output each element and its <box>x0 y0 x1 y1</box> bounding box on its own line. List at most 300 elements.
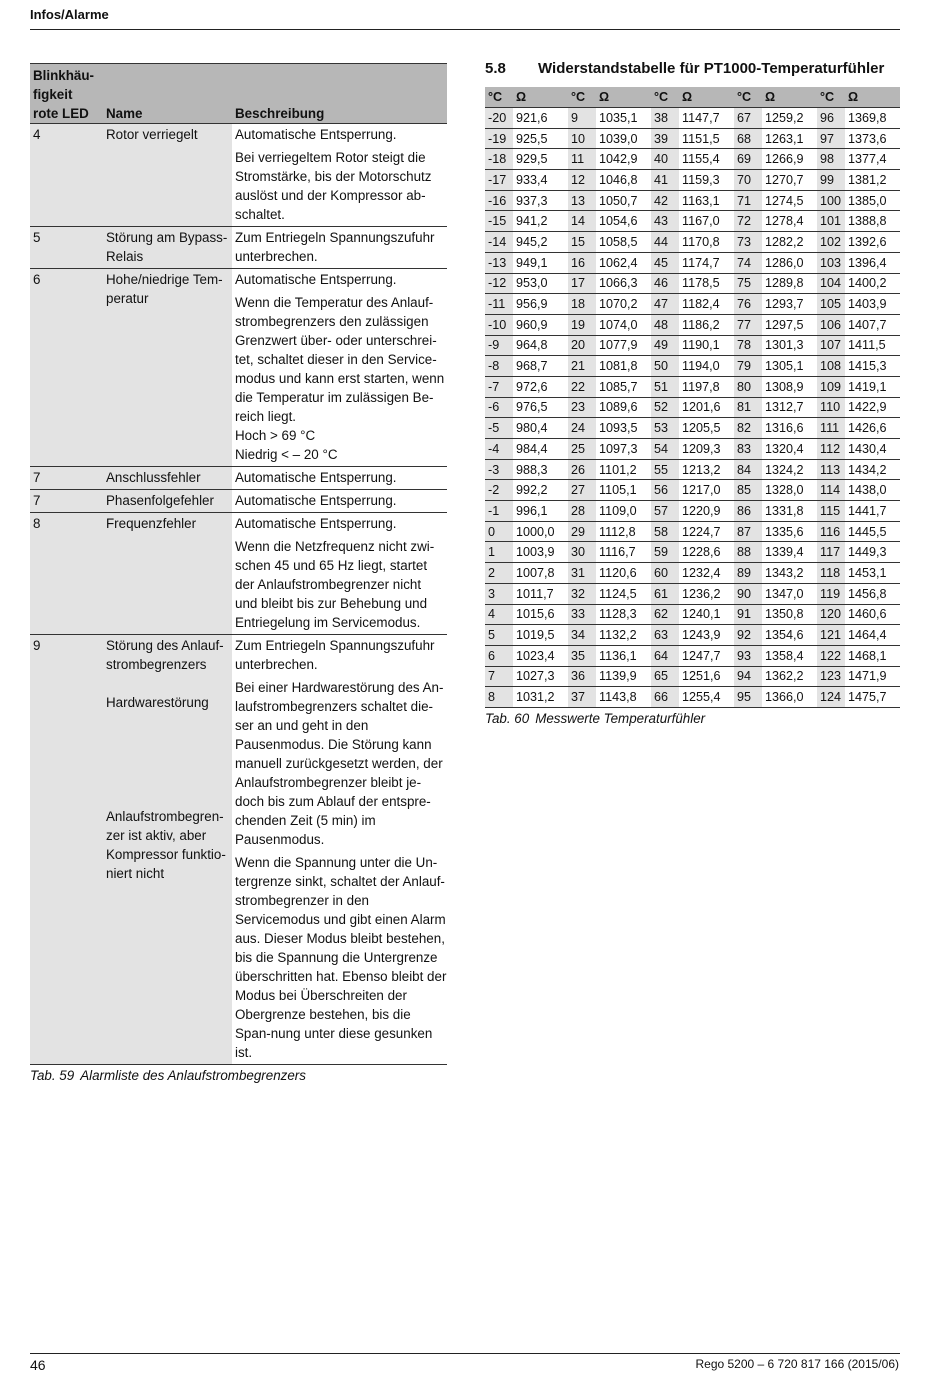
resistance-cell: 1139,9 <box>596 666 651 687</box>
resistance-cell: 1035,1 <box>596 108 651 129</box>
resistance-cell: 1190,1 <box>679 335 734 356</box>
temperature-cell: 13 <box>568 190 596 211</box>
blink-count: 5 <box>30 227 103 269</box>
alarm-description <box>232 269 447 467</box>
temperature-cell: 78 <box>734 335 762 356</box>
temperature-cell: 98 <box>817 149 845 170</box>
temperature-cell: 18 <box>568 294 596 315</box>
blink-count: 7 <box>30 467 103 490</box>
temperature-cell: 74 <box>734 252 762 273</box>
resistance-cell: 1147,7 <box>679 108 734 129</box>
resistance-cell: 1411,5 <box>845 335 900 356</box>
table-row <box>485 542 900 563</box>
resistance-cell: 1354,6 <box>762 625 817 646</box>
resistance-cell: 1224,7 <box>679 521 734 542</box>
temperature-cell: -4 <box>485 439 513 460</box>
temperature-cell: 92 <box>734 625 762 646</box>
resistance-cell: 1093,5 <box>596 418 651 439</box>
resistance-table <box>485 87 900 708</box>
temperature-cell: 25 <box>568 439 596 460</box>
temperature-cell: 65 <box>651 666 679 687</box>
temperature-cell: 52 <box>651 397 679 418</box>
temperature-cell: 46 <box>651 273 679 294</box>
resistance-cell: 1286,0 <box>762 252 817 273</box>
resistance-cell: 1396,4 <box>845 252 900 273</box>
table-row <box>485 170 900 191</box>
blink-count: 8 <box>30 513 103 635</box>
blink-count: 6 <box>30 269 103 467</box>
resistance-cell: 1042,9 <box>596 149 651 170</box>
temperature-cell: 63 <box>651 625 679 646</box>
resistance-cell: 1077,9 <box>596 335 651 356</box>
resistance-cell: 1151,5 <box>679 128 734 149</box>
header-divider <box>30 29 900 30</box>
col-header-temperature: °C <box>485 87 513 108</box>
resistance-cell: 1415,3 <box>845 356 900 377</box>
resistance-cell: 1109,0 <box>596 501 651 522</box>
table-row <box>485 232 900 253</box>
temperature-cell: -16 <box>485 190 513 211</box>
resistance-cell: 1274,5 <box>762 190 817 211</box>
alarm-row <box>30 269 447 467</box>
temperature-cell: 105 <box>817 294 845 315</box>
temperature-cell: 107 <box>817 335 845 356</box>
resistance-cell: 1085,7 <box>596 376 651 397</box>
resistance-cell: 972,6 <box>513 376 568 397</box>
temperature-cell: 26 <box>568 459 596 480</box>
resistance-cell: 1015,6 <box>513 604 568 625</box>
resistance-cell: 1170,8 <box>679 232 734 253</box>
resistance-cell: 941,2 <box>513 211 568 232</box>
resistance-cell: 1305,1 <box>762 356 817 377</box>
alarm-name: Störung des Anlauf-strombegrenzers Hardwarestörung Anlaufstrombegren-zer ist aktiv, aber Kompressor funktio-niert nicht <box>103 635 232 1065</box>
temperature-cell: 60 <box>651 563 679 584</box>
resistance-cell: 1174,7 <box>679 252 734 273</box>
resistance-cell: 1247,7 <box>679 645 734 666</box>
temperature-cell: 61 <box>651 583 679 604</box>
temperature-cell: 40 <box>651 149 679 170</box>
temperature-cell: 30 <box>568 542 596 563</box>
temperature-cell: 41 <box>651 170 679 191</box>
resistance-cell: 1167,0 <box>679 211 734 232</box>
temperature-cell: 39 <box>651 128 679 149</box>
temperature-cell: 20 <box>568 335 596 356</box>
resistance-cell: 1155,4 <box>679 149 734 170</box>
description-paragraph: Wenn die Netzfrequenz nicht zwi-schen 45 und 65 Hz liegt, startet der Anlaufstrombegrenzer nicht und bleibt bis zur Behebung und Entriegelung im Servicemodus. <box>235 539 435 630</box>
col-header-resistance: Ω <box>762 87 817 108</box>
resistance-cell: 1128,3 <box>596 604 651 625</box>
resistance-cell: 1217,0 <box>679 480 734 501</box>
resistance-cell: 1419,1 <box>845 376 900 397</box>
resistance-cell: 1112,8 <box>596 521 651 542</box>
temperature-cell: 69 <box>734 149 762 170</box>
resistance-cell: 1201,6 <box>679 397 734 418</box>
description-paragraph: Automatische Entsperrung. <box>235 127 397 142</box>
resistance-cell: 1058,5 <box>596 232 651 253</box>
resistance-cell: 1369,8 <box>845 108 900 129</box>
temperature-cell: -17 <box>485 170 513 191</box>
temperature-cell: 58 <box>651 521 679 542</box>
col-header-name: Name <box>103 64 232 124</box>
alarm-description <box>232 227 447 269</box>
resistance-cell: 945,2 <box>513 232 568 253</box>
temperature-cell: 53 <box>651 418 679 439</box>
temperature-cell: 99 <box>817 170 845 191</box>
resistance-cell: 1062,4 <box>596 252 651 273</box>
table-row <box>485 397 900 418</box>
page-number: 46 <box>30 1357 46 1373</box>
temperature-cell: 89 <box>734 563 762 584</box>
resistance-cell: 1213,2 <box>679 459 734 480</box>
col-header-temperature: °C <box>817 87 845 108</box>
resistance-cell: 1471,9 <box>845 666 900 687</box>
resistance-cell: 1259,2 <box>762 108 817 129</box>
footer-divider <box>30 1353 900 1354</box>
temperature-cell: 14 <box>568 211 596 232</box>
table-row <box>485 439 900 460</box>
resistance-cell: 1027,3 <box>513 666 568 687</box>
table-row <box>485 335 900 356</box>
resistance-cell: 1373,6 <box>845 128 900 149</box>
temperature-cell: 106 <box>817 314 845 335</box>
resistance-cell: 1335,6 <box>762 521 817 542</box>
resistance-cell: 1339,4 <box>762 542 817 563</box>
temperature-cell: 47 <box>651 294 679 315</box>
resistance-cell: 1362,2 <box>762 666 817 687</box>
temperature-cell: -7 <box>485 376 513 397</box>
resistance-cell: 980,4 <box>513 418 568 439</box>
description-paragraph: Bei verriegeltem Rotor steigt die Stromstärke, bis der Motorschutz auslöst und der Kompressor ab-schaltet. <box>235 150 432 222</box>
temperature-cell: 70 <box>734 170 762 191</box>
resistance-cell: 1046,8 <box>596 170 651 191</box>
resistance-cell: 1243,9 <box>679 625 734 646</box>
temperature-cell: 97 <box>817 128 845 149</box>
temperature-cell: 12 <box>568 170 596 191</box>
temperature-cell: -18 <box>485 149 513 170</box>
caption-number: Tab. 60 <box>485 711 530 726</box>
resistance-cell: 1301,3 <box>762 335 817 356</box>
temperature-cell: 28 <box>568 501 596 522</box>
resistance-cell: 1263,1 <box>762 128 817 149</box>
resistance-cell: 1232,4 <box>679 563 734 584</box>
col-header-blink-frequency: Blinkhäu- figkeit rote LED <box>30 64 103 124</box>
temperature-cell: 100 <box>817 190 845 211</box>
temperature-cell: -14 <box>485 232 513 253</box>
resistance-cell: 1289,8 <box>762 273 817 294</box>
resistance-cell: 1186,2 <box>679 314 734 335</box>
table-row <box>485 211 900 232</box>
temperature-cell: 33 <box>568 604 596 625</box>
temperature-cell: 102 <box>817 232 845 253</box>
resistance-cell: 921,6 <box>513 108 568 129</box>
running-header: Infos/Alarme <box>30 7 109 22</box>
alarm-row <box>30 490 447 513</box>
table-59-caption <box>30 1068 306 1083</box>
temperature-cell: 112 <box>817 439 845 460</box>
temperature-cell: 62 <box>651 604 679 625</box>
table-row <box>485 501 900 522</box>
temperature-cell: 85 <box>734 480 762 501</box>
col-header-resistance: Ω <box>679 87 734 108</box>
temperature-cell: 44 <box>651 232 679 253</box>
alarm-list-table <box>30 63 447 1065</box>
temperature-cell: -8 <box>485 356 513 377</box>
document-reference: Rego 5200 – 6 720 817 166 (2015/06) <box>695 1357 899 1371</box>
temperature-cell: -20 <box>485 108 513 129</box>
resistance-cell: 960,9 <box>513 314 568 335</box>
temperature-cell: 9 <box>568 108 596 129</box>
table-row <box>485 252 900 273</box>
resistance-cell: 1366,0 <box>762 687 817 708</box>
temperature-cell: 43 <box>651 211 679 232</box>
table-row <box>485 459 900 480</box>
caption-text: Alarmliste des Anlaufstrombegrenzers <box>80 1068 306 1083</box>
col-header-temperature: °C <box>734 87 762 108</box>
temperature-cell: 94 <box>734 666 762 687</box>
temperature-cell: 23 <box>568 397 596 418</box>
temperature-cell: -19 <box>485 128 513 149</box>
resistance-cell: 953,0 <box>513 273 568 294</box>
table-row <box>485 190 900 211</box>
description-paragraph: Zum Entriegeln Spannungszufuhr unterbrechen. <box>235 638 435 672</box>
resistance-cell: 1116,7 <box>596 542 651 563</box>
temperature-cell: 110 <box>817 397 845 418</box>
temperature-cell: 10 <box>568 128 596 149</box>
temperature-cell: 124 <box>817 687 845 708</box>
temperature-cell: 72 <box>734 211 762 232</box>
temperature-cell: 29 <box>568 521 596 542</box>
table-row <box>485 314 900 335</box>
temperature-cell: 82 <box>734 418 762 439</box>
table-row <box>485 149 900 170</box>
temperature-cell: 19 <box>568 314 596 335</box>
temperature-cell: 103 <box>817 252 845 273</box>
resistance-cell: 1266,9 <box>762 149 817 170</box>
description-paragraph: Bei einer Hardwarestörung des An-laufstrombegrenzers schaltet die-ser an und geht in den Pausenmodus. Die Störung kann manuell zurückgesetzt werden, der Anlaufstrombegrenzer bleibt je-doch bis zum Ablauf der entspre-chenden Zeit (5 min) im Pausenmodus. <box>235 680 444 847</box>
resistance-cell: 1251,6 <box>679 666 734 687</box>
resistance-cell: 925,5 <box>513 128 568 149</box>
resistance-cell: 1385,0 <box>845 190 900 211</box>
resistance-cell: 949,1 <box>513 252 568 273</box>
resistance-cell: 1358,4 <box>762 645 817 666</box>
resistance-cell: 1220,9 <box>679 501 734 522</box>
temperature-cell: 16 <box>568 252 596 273</box>
temperature-cell: 17 <box>568 273 596 294</box>
resistance-cell: 1475,7 <box>845 687 900 708</box>
temperature-cell: 7 <box>485 666 513 687</box>
resistance-cell: 1228,6 <box>679 542 734 563</box>
resistance-cell: 1456,8 <box>845 583 900 604</box>
resistance-cell: 1347,0 <box>762 583 817 604</box>
temperature-cell: 0 <box>485 521 513 542</box>
table-row <box>485 480 900 501</box>
temperature-cell: 116 <box>817 521 845 542</box>
temperature-cell: 108 <box>817 356 845 377</box>
temperature-cell: 67 <box>734 108 762 129</box>
alarm-row <box>30 467 447 490</box>
temperature-cell: -13 <box>485 252 513 273</box>
temperature-cell: 77 <box>734 314 762 335</box>
temperature-cell: 50 <box>651 356 679 377</box>
temperature-cell: 104 <box>817 273 845 294</box>
resistance-cell: 1255,4 <box>679 687 734 708</box>
temperature-cell: 8 <box>485 687 513 708</box>
resistance-cell: 1464,4 <box>845 625 900 646</box>
table-row <box>485 294 900 315</box>
section-title: Widerstandstabelle für PT1000-Temperaturfühler <box>538 60 885 77</box>
section-number: 5.8 <box>485 60 506 77</box>
resistance-cell: 929,5 <box>513 149 568 170</box>
temperature-cell: -11 <box>485 294 513 315</box>
temperature-cell: 121 <box>817 625 845 646</box>
resistance-cell: 1050,7 <box>596 190 651 211</box>
resistance-cell: 1074,0 <box>596 314 651 335</box>
temperature-cell: -2 <box>485 480 513 501</box>
table-row <box>485 583 900 604</box>
resistance-cell: 1097,3 <box>596 439 651 460</box>
table-row <box>485 376 900 397</box>
resistance-cell: 996,1 <box>513 501 568 522</box>
temperature-cell: 95 <box>734 687 762 708</box>
temperature-cell: -5 <box>485 418 513 439</box>
resistance-cell: 1430,4 <box>845 439 900 460</box>
temperature-cell: -15 <box>485 211 513 232</box>
temperature-cell: 51 <box>651 376 679 397</box>
resistance-cell: 1039,0 <box>596 128 651 149</box>
resistance-cell: 1163,1 <box>679 190 734 211</box>
temperature-cell: 93 <box>734 645 762 666</box>
temperature-cell: 79 <box>734 356 762 377</box>
resistance-cell: 1209,3 <box>679 439 734 460</box>
temperature-cell: 111 <box>817 418 845 439</box>
resistance-cell: 956,9 <box>513 294 568 315</box>
alarm-description <box>232 124 447 227</box>
resistance-cell: 1278,4 <box>762 211 817 232</box>
table-row <box>485 418 900 439</box>
resistance-cell: 1407,7 <box>845 314 900 335</box>
resistance-cell: 1377,4 <box>845 149 900 170</box>
resistance-cell: 1320,4 <box>762 439 817 460</box>
table-row <box>485 108 900 129</box>
resistance-cell: 1023,4 <box>513 645 568 666</box>
description-paragraph: Automatische Entsperrung. <box>235 516 397 531</box>
col-header-temperature: °C <box>568 87 596 108</box>
temperature-cell: 83 <box>734 439 762 460</box>
temperature-cell: 114 <box>817 480 845 501</box>
table-row <box>485 521 900 542</box>
description-paragraph: Automatische Entsperrung. <box>235 272 397 287</box>
alarm-description <box>232 467 447 490</box>
resistance-cell: 1031,2 <box>513 687 568 708</box>
alarm-name: Hohe/niedrige Tem-peratur <box>103 269 232 467</box>
temperature-cell: 31 <box>568 563 596 584</box>
resistance-cell: 1312,7 <box>762 397 817 418</box>
table-row <box>485 563 900 584</box>
temperature-cell: 55 <box>651 459 679 480</box>
table-row <box>485 625 900 646</box>
temperature-cell: 117 <box>817 542 845 563</box>
temperature-cell: 91 <box>734 604 762 625</box>
resistance-cell: 1331,8 <box>762 501 817 522</box>
blink-count: 7 <box>30 490 103 513</box>
temperature-cell: 54 <box>651 439 679 460</box>
resistance-cell: 1143,8 <box>596 687 651 708</box>
temperature-cell: 66 <box>651 687 679 708</box>
table-row <box>485 356 900 377</box>
temperature-cell: 3 <box>485 583 513 604</box>
temperature-cell: 101 <box>817 211 845 232</box>
temperature-cell: -3 <box>485 459 513 480</box>
temperature-cell: 21 <box>568 356 596 377</box>
resistance-cell: 992,2 <box>513 480 568 501</box>
temperature-cell: 81 <box>734 397 762 418</box>
resistance-cell: 1445,5 <box>845 521 900 542</box>
temperature-cell: 59 <box>651 542 679 563</box>
temperature-cell: 90 <box>734 583 762 604</box>
resistance-cell: 1105,1 <box>596 480 651 501</box>
temperature-cell: 71 <box>734 190 762 211</box>
blink-count: 9 <box>30 635 103 1065</box>
resistance-cell: 1159,3 <box>679 170 734 191</box>
description-paragraph: Wenn die Spannung unter die Un-tergrenze sinkt, schaltet der Anlauf-strombegrenzer in den Servicemodus und gibt einen Alarm aus. Dieser Modus bleibt bestehen, bis die Spannung die Untergrenze überschritten hat. Ebenso bleibt der Modus bei Überschreiten der Obergrenze bestehen, bis die Span-nung unter diese gesunken ist. <box>235 855 447 1060</box>
resistance-cell: 1236,2 <box>679 583 734 604</box>
temperature-cell: 34 <box>568 625 596 646</box>
temperature-cell: 86 <box>734 501 762 522</box>
temperature-cell: 80 <box>734 376 762 397</box>
alarm-name: Frequenzfehler <box>103 513 232 635</box>
alarm-row <box>30 513 447 635</box>
resistance-cell: 1316,6 <box>762 418 817 439</box>
resistance-cell: 1124,5 <box>596 583 651 604</box>
temperature-cell: 6 <box>485 645 513 666</box>
alarm-description <box>232 513 447 635</box>
temperature-cell: 35 <box>568 645 596 666</box>
resistance-cell: 1468,1 <box>845 645 900 666</box>
temperature-cell: 42 <box>651 190 679 211</box>
temperature-cell: 109 <box>817 376 845 397</box>
temperature-cell: 37 <box>568 687 596 708</box>
temperature-cell: 73 <box>734 232 762 253</box>
resistance-cell: 1381,2 <box>845 170 900 191</box>
resistance-cell: 933,4 <box>513 170 568 191</box>
alarm-name: Rotor verriegelt <box>103 124 232 227</box>
temperature-cell: 120 <box>817 604 845 625</box>
alarm-name: Anschlussfehler <box>103 467 232 490</box>
temperature-cell: -9 <box>485 335 513 356</box>
temperature-cell: 49 <box>651 335 679 356</box>
resistance-cell: 1007,8 <box>513 563 568 584</box>
temperature-cell: -12 <box>485 273 513 294</box>
alarm-row <box>30 227 447 269</box>
col-header-temperature: °C <box>651 87 679 108</box>
temperature-cell: 5 <box>485 625 513 646</box>
alarm-description <box>232 635 447 1065</box>
resistance-cell: 1101,2 <box>596 459 651 480</box>
alarm-description <box>232 490 447 513</box>
resistance-cell: 1434,2 <box>845 459 900 480</box>
resistance-cell: 976,5 <box>513 397 568 418</box>
temperature-cell: 119 <box>817 583 845 604</box>
resistance-cell: 1400,2 <box>845 273 900 294</box>
resistance-cell: 1441,7 <box>845 501 900 522</box>
temperature-cell: 88 <box>734 542 762 563</box>
resistance-cell: 1282,2 <box>762 232 817 253</box>
resistance-cell: 1003,9 <box>513 542 568 563</box>
alarm-name: Störung am Bypass-Relais <box>103 227 232 269</box>
resistance-cell: 1182,4 <box>679 294 734 315</box>
resistance-cell: 1403,9 <box>845 294 900 315</box>
table-row <box>485 128 900 149</box>
